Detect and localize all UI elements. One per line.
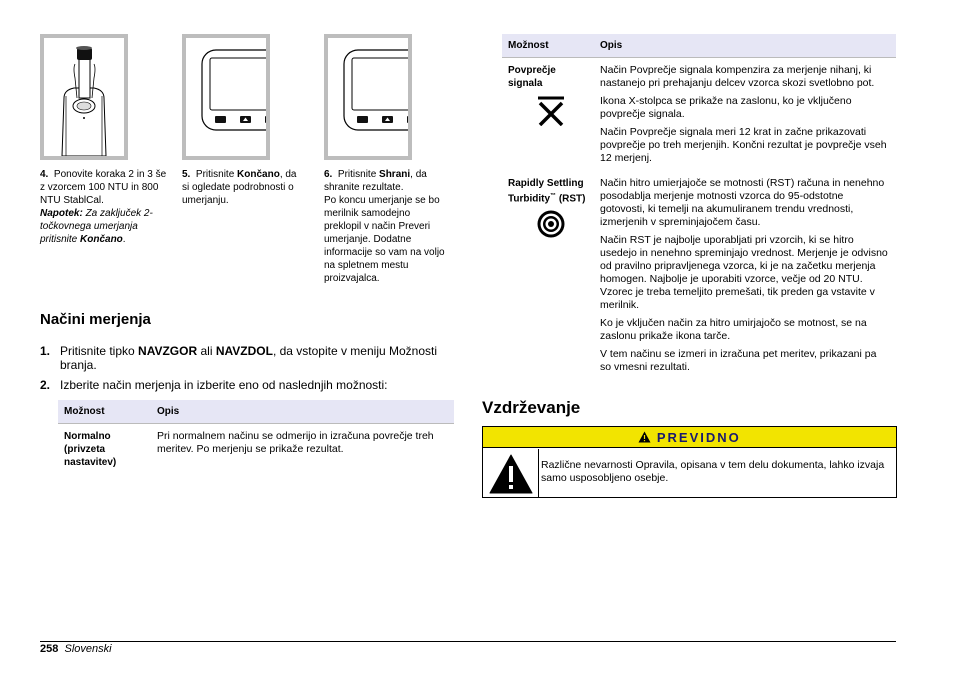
- description-paragraph: Način Povprečje signala kompenzira za merjenje nihanj, ki nastanejo pri prehajanju delcev vzorca skozi svetlobno pot.: [600, 64, 875, 89]
- options-table-left: [58, 400, 454, 475]
- step-4: 4. Ponovite koraka 2 in 3 še z vzorcem 100 NTU in 800 NTU StablCal. Napotek: Za zaključek 2-točkovnega umerjanja pritisnite Končano.: [40, 169, 167, 245]
- section-title-maintenance: Vzdrževanje: [482, 398, 581, 417]
- description-paragraph: Način hitro umierjajoče se motnosti (RST) računa in nenehno posodablja merjenje motnosti vzorca do 95-odstotne gotovosti, ki temelji na akumuliranem trendu vrednosti, izmerjenih v spreminjajočem času.: [600, 177, 885, 228]
- target-icon: [536, 209, 566, 239]
- step-number: 4.: [40, 169, 49, 180]
- caution-box: [482, 426, 897, 498]
- x-bar-icon: [536, 96, 566, 126]
- section-title-measurement-modes: Načini merjenja: [40, 311, 151, 328]
- figure-insert-vial: [40, 34, 128, 160]
- figure-store-key: [324, 34, 412, 160]
- option-name: Normalno (privzeta nastavitev): [64, 431, 117, 468]
- note-label: Napotek:: [40, 208, 83, 219]
- note-bold: Končano: [80, 234, 123, 245]
- table-row: [502, 171, 896, 380]
- footer: [40, 643, 112, 655]
- step-number: 6.: [324, 169, 333, 180]
- instrument-vial-illustration: [44, 38, 124, 156]
- footer-divider: [40, 641, 896, 642]
- table-row: [58, 424, 454, 476]
- option-description: Pri normalnem načinu se odmerijo in izračuna povrečje treh meritev. Po merjenju se prikaže rezultat.: [157, 430, 434, 455]
- instruction-item-1: 1. Pritisnite tipko NAVZGOR ali NAVZDOL, da vstopite v meniju Možnosti branja.: [40, 344, 438, 372]
- caution-icon-cell: [483, 449, 539, 498]
- footer-language: Slovenski: [64, 643, 112, 655]
- description-paragraph: Način RST je najbolje uporabljati pri vzorcih, ki se hitro usedejo in nenehno spreminjajo vrednost. Merjenje je odvisno od pravilno pripravljenega vzorca, ki je na začetku merjenja homogen. Najbolje je uporabiti vzorce, večje od 20 NTU. Vzorec je treba temeljito premešati, tik preden ga vstavite v merilnik.: [600, 234, 888, 311]
- column-header-description: Opis: [594, 34, 896, 58]
- caution-text: Različne nevarnosti Opravila, opisana v tem delu dokumenta, lahko izvaja samo usposobljeno osebje.: [541, 459, 885, 484]
- figure-done-key: [182, 34, 270, 160]
- option-name: Povprečje signala: [508, 65, 556, 89]
- step-number: 5.: [182, 169, 191, 180]
- step-text: Ponovite koraka 2 in 3 še z vzorcem 100 NTU in 800 NTU StablCal.: [40, 169, 167, 206]
- step-6: 6. Pritisnite Shrani, da shranite rezultate. Po koncu umerjanje se bo merilnik samodejno preklopil v način Preveri umerjanje. Dodatne informacije so vam na voljo na spletnem mestu proizvajalca.: [324, 169, 445, 284]
- note-text: Za zaključek 2-točkovnega umerjanja pritisnite: [40, 208, 153, 245]
- table-row: [502, 58, 896, 172]
- meter-display-illustration: [186, 38, 266, 156]
- warning-exclamation-icon: [489, 454, 533, 494]
- step-5: 5. Pritisnite Končano, da si ogledate podrobnosti o umerjanju.: [182, 169, 297, 206]
- options-table-right: [502, 34, 896, 380]
- description-paragraph: Način Povprečje signala meri 12 krat in začne prikazovati povprečje po treh merjenjih. Končni rezultat je povprečje vseh 12 merjenj.: [600, 126, 887, 164]
- instruction-item-2: 2. Izberite način merjenja in izberite eno od naslednjih možnosti:: [40, 378, 388, 392]
- page-number: 258: [40, 643, 59, 655]
- column-header-option: Možnost: [58, 400, 151, 424]
- description-paragraph: V tem načinu se izmeri in izračuna pet meritev, prikazani pa so vmesni rezultati.: [600, 348, 877, 373]
- caution-label: PREVIDNO: [656, 430, 741, 445]
- caution-header: [483, 427, 896, 448]
- column-header-description: Opis: [151, 400, 454, 424]
- description-paragraph: Ikona X-stolpca se prikaže na zaslonu, ko je vključeno povprečje signala.: [600, 95, 852, 120]
- description-paragraph: Ko je vključen način za hitro umirjajočo se motnost, se na zaslonu prikaže ikona tarče.: [600, 317, 867, 342]
- option-name: Rapidly Settling Turbidity™ (RST): [508, 178, 586, 205]
- meter-display-illustration-2: [328, 38, 408, 156]
- warning-triangle-icon: [638, 431, 651, 443]
- column-header-option: Možnost: [502, 34, 594, 58]
